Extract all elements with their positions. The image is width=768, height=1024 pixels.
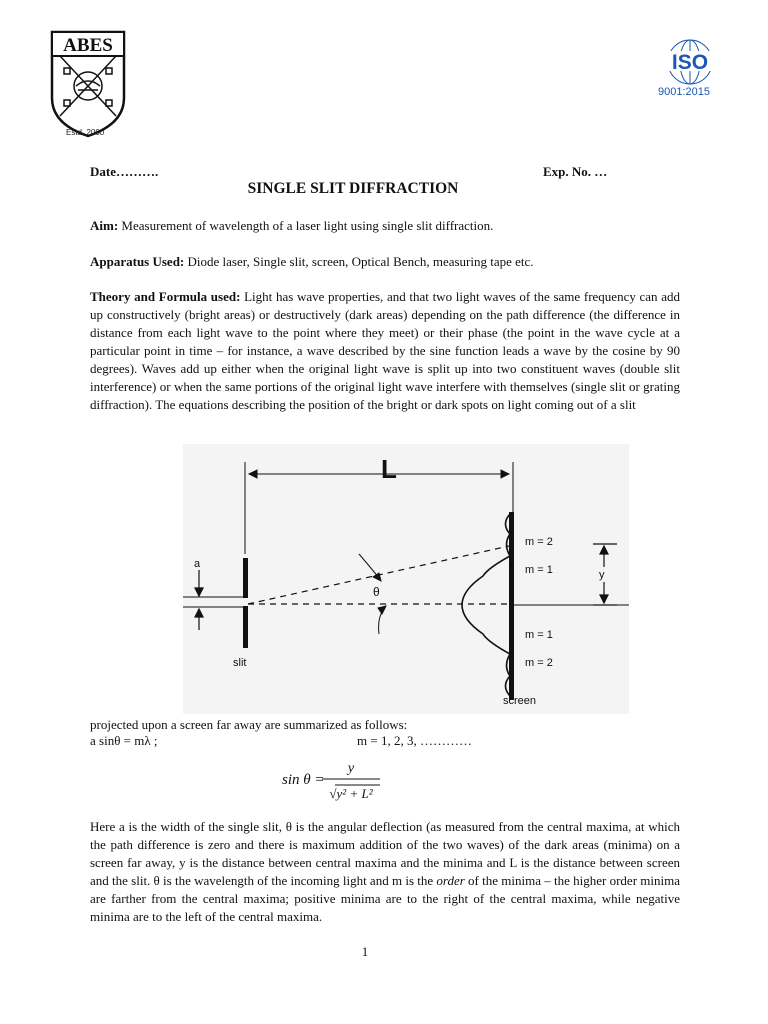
iso-logo-text: ISO: [671, 51, 709, 74]
page-title: SINGLE SLIT DIFFRACTION: [247, 180, 459, 197]
explanation-text-1: Here a is the width of the single slit, θ is the angular deflection (as measured from the central maxima, at which the path difference is zero and there is maximum addition of the two waves) of the dark areas (minima) on a screen far away, y is the distance between central maxima and the minima and L is the distance between screen and the slit. θ is the wavelength of the incoming light and m is the: [90, 819, 680, 888]
screen-label: screen: [503, 695, 537, 707]
date-label: Date……….: [90, 164, 159, 179]
diffraction-diagram: [183, 444, 629, 714]
m2-top-label: m = 2: [525, 536, 553, 548]
sin-theta-formula: [282, 756, 382, 804]
equation-2: m = 1, 2, 3, …………: [357, 733, 472, 748]
page-number: 1: [361, 944, 369, 959]
theory-text: Light has wave properties, and that two light waves of the same frequency can add up constructively (bright areas) or destructively (dark areas) depending on the path difference (the difference in distance from each light wave to the point where they meet) or their phase (the point in the wave cycle at a particular point in time – for instance, a wave described by the sine function leads a wave by the cosine by 90 degrees). Waves add up either when the original light wave is split up into two constituent waves (double slit interference) or when the same portions of the original light wave interfere with themselves (single slit or grating diffraction). The equations describing the position of the bright or dark spots on light coming out of a slit: [90, 289, 680, 412]
apparatus-label: Apparatus Used:: [90, 254, 185, 269]
equation-row: [90, 733, 680, 751]
iso-cert-text: 9001:2015: [658, 86, 710, 98]
a-label: a: [194, 558, 201, 570]
L-label: L: [381, 454, 397, 484]
apparatus-paragraph: [90, 253, 680, 271]
m1-bottom-label: m = 1: [525, 629, 553, 641]
abes-logo: [48, 28, 128, 140]
formula-denominator: √y² + L²: [329, 786, 373, 801]
explanation-text-2: of the minima – the higher order minima are farther from the central maxima; positive minima are to the right of the central maxima, while negative minima are to the left of the central maxima.: [90, 873, 680, 924]
slit-label: slit: [233, 657, 247, 669]
theory-paragraph: [90, 288, 680, 414]
theta-label: θ: [373, 585, 380, 599]
formula-numerator: y: [347, 761, 355, 776]
aim-label: Aim:: [90, 218, 119, 233]
diagram-background: [183, 444, 629, 714]
projected-text: projected upon a screen far away are summarized as follows:: [90, 717, 408, 732]
m2-bottom-label: m = 2: [525, 657, 553, 669]
exp-no-label: Exp. No. …: [543, 164, 608, 179]
screen-bar: [509, 512, 514, 700]
slit-top-bar: [243, 558, 248, 598]
explanation-italic: order: [436, 873, 465, 888]
aim-text: Measurement of wavelength of a laser light using single slit diffraction.: [118, 218, 494, 233]
theory-label: Theory and Formula used:: [90, 289, 241, 304]
formula-lhs: sin θ =: [282, 772, 325, 788]
apparatus-text: Diode laser, Single slit, screen, Optical Bench, measuring tape etc.: [184, 254, 534, 269]
slit-bottom-bar: [243, 606, 248, 648]
abes-est-text: Estd. 2000: [66, 128, 105, 137]
m1-top-label: m = 1: [525, 564, 553, 576]
aim-paragraph: [90, 217, 680, 235]
y-label: y: [599, 569, 605, 581]
abes-logo-text: ABES: [63, 35, 113, 56]
equation-1: a sinθ = mλ ;: [90, 733, 158, 748]
explanation-paragraph: [90, 818, 680, 926]
